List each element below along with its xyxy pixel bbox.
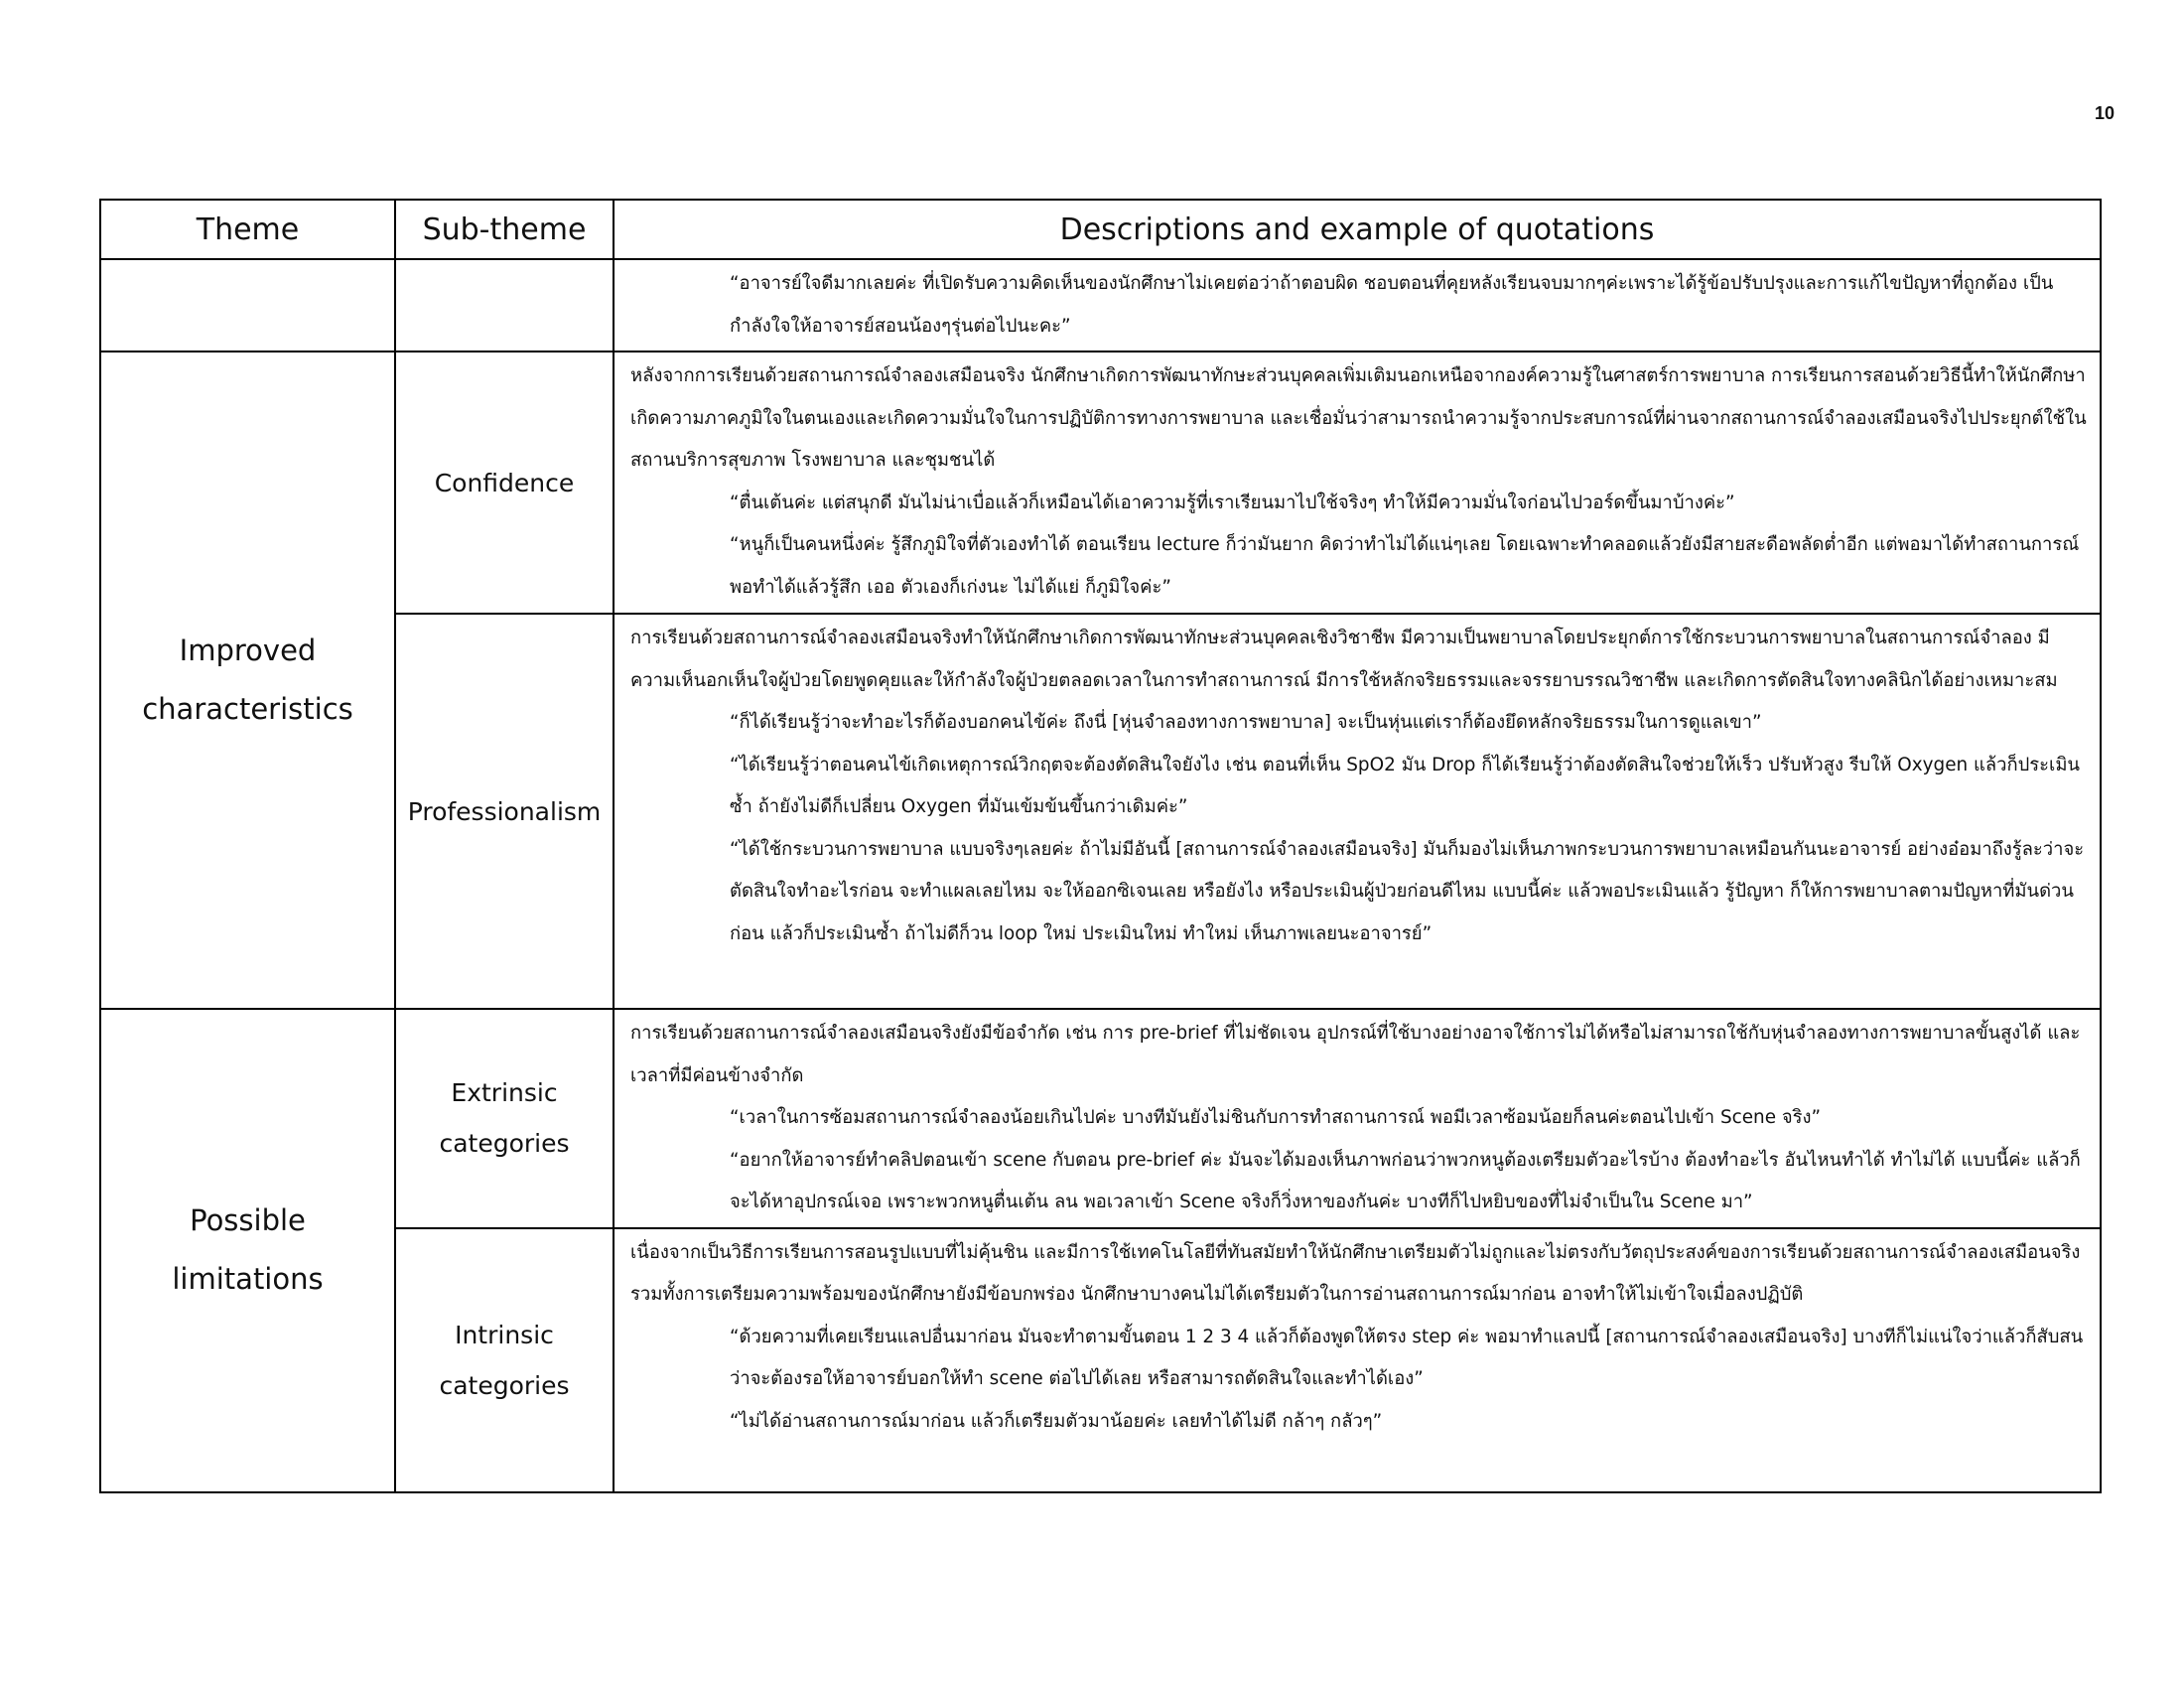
description-cell xyxy=(614,1228,2101,1492)
subtheme-cell-intrinsic xyxy=(395,1228,614,1492)
header-descriptions: Descriptions and example of quotations xyxy=(614,200,2101,259)
theme-label-line: limitations xyxy=(172,1262,324,1297)
description-text: การเรียนด้วยสถานการณ์จำลองเสมือนจริงทำให้นักศึกษาเกิดการพัฒนาทักษะส่วนบุคคลเชิงวิชาชีพ มีความเป็นพยาบาลโดยประยุกต์การใช้กระบวนการพยาบาลในสถานการณ์จำลอง มีความเห็นอกเห็นใจผู้ป่วยโดยพูดคุยและให้กำลังใจผู้ป่วยตลอดเวลาในการทำสถานการณ์ มีการใช้หลักจริยธรรมและจรรยาบรรณวิชาชีพ และเกิดการตัดสินใจทางคลินิกได้อย่างเหมาะสม xyxy=(630,628,2058,691)
subtheme-label: Professionalism xyxy=(407,796,602,826)
subtheme-cell-professionalism xyxy=(395,614,614,1009)
quotation: “ก็ได้เรียนรู้ว่าจะทำอะไรก็ต้องบอกคนไข้ค่ะ ถึงนี่ [หุ่นจำลองทางการพยาบาล] จะเป็นหุ่นแต่เราก็ต้องยึดหลักจริยธรรมในการดูแลเขา” xyxy=(730,712,1762,733)
table-row xyxy=(100,1009,2101,1228)
quotation: “ไม่ได้อ่านสถานการณ์มาก่อน แล้วก็เตรียมตัวมาน้อยค่ะ เลยทำได้ไม่ดี กล้าๆ กลัวๆ” xyxy=(730,1410,1383,1432)
quotation: “ด้วยความที่เคยเรียนแลปอื่นมาก่อน มันจะทำตามขั้นตอน 1 2 3 4 แล้วก็ต้องพูดให้ตรง step ค่ะ พอมาทำแลปนี้ [สถานการณ์จำลองเสมือนจริง] บางทีก็ไม่แน่ใจว่าแล้วก็สับสนว่าจะต้องรอให้อาจารย์บอกให้ทำ scene ต่อไปได้เลย หรือสามารถตัดสินใจและทำได้เอง” xyxy=(730,1326,2084,1389)
header-subtheme: Sub-theme xyxy=(395,200,614,259)
description-text: เนื่องจากเป็นวิธีการเรียนการสอนรูปแบบที่ไม่คุ้นชิน และมีการใช้เทคโนโลยีที่ทันสมัยทำให้นักศึกษาเตรียมตัวไม่ถูกและไม่ตรงกับวัตถุประสงค์ของการเรียนด้วยสถานการณ์จำลองเสมือนจริง รวมทั้งการเตรียมความพร้อมของนักศึกษายังมีข้อบกพร่อง นักศึกษาบางคนไม่ได้เตรียมตัวในการอ่านสถานการณ์มาก่อน อาจทำให้ไม่เข้าใจเมื่อลงปฏิบัติ xyxy=(630,1241,2081,1305)
theme-label-line: Improved xyxy=(179,633,317,667)
subtheme-cell-empty xyxy=(395,259,614,352)
subtheme-label-line: Intrinsic xyxy=(455,1320,554,1349)
description-cell xyxy=(614,614,2101,1009)
description-text: หลังจากการเรียนด้วยสถานการณ์จำลองเสมือนจริง นักศึกษาเกิดการพัฒนาทักษะส่วนบุคคลเพิ่มเติมนอกเหนือจากองค์ความรู้ในศาสตร์การพยาบาล การเรียนการสอนด้วยวิธีนี้ทำให้นักศึกษาเกิดความภาคภูมิใจในตนเองและเกิดความมั่นใจในการปฏิบัติการทางการพยาบาล และเชื่อมั่นว่าสามารถนำความรู้จากประสบการณ์ที่ผ่านจากสถานการณ์จำลองเสมือนจริงไปประยุกต์ใช้ในสถานบริการสุขภาพ โรงพยาบาล และชุมชนได้ xyxy=(630,365,2087,471)
page-number: 10 xyxy=(2094,103,2115,123)
description-cell xyxy=(614,1009,2101,1228)
quotation: “อาจารย์ใจดีมากเลยค่ะ ที่เปิดรับความคิดเห็นของนักศึกษาไม่เคยต่อว่าถ้าตอบผิด ชอบตอนที่คุยหลังเรียนจบมากๆค่ะเพราะได้รู้ข้อปรับปรุงและการแก้ไขปัญหาที่ถูกต้อง เป็นกำลังใจให้อาจารย์สอนน้องๆรุ่นต่อไปนะคะ” xyxy=(730,273,2054,337)
table-row xyxy=(100,614,2101,1009)
themes-table xyxy=(99,199,2102,1493)
subtheme-label-line: categories xyxy=(439,1370,570,1400)
quotation: “เวลาในการซ้อมสถานการณ์จำลองน้อยเกินไปค่ะ บางทีมันยังไม่ชินกับการทำสถานการณ์ พอมีเวลาซ้อมน้อยก็ลนค่ะตอนไปเข้า Scene จริง” xyxy=(730,1107,1822,1128)
quotation: “ได้ใช้กระบวนการพยาบาล แบบจริงๆเลยค่ะ ถ้าไม่มีอันนี้ [สถานการณ์จำลองเสมือนจริง] มันก็มองไม่เห็นภาพกระบวนการพยาบาลเหมือนกันนะอาจารย์ อย่างอ๋อมาถึงรู้ละว่าจะตัดสินใจทำอะไรก่อน จะทำแผลเลยไหม จะให้ออกซิเจนเลย หรือยังไง หรือประเมินผู้ป่วยก่อนดีไหม แบบนี้ค่ะ แล้วพอประเมินแล้ว รู้ปัญหา ก็ให้การพยาบาลตามปัญหาที่มันด่วนก่อน แล้วก็ประเมินซ้ำ ถ้าไม่ดีก็วน loop ใหม่ ประเมินใหม่ ทำใหม่ เห็นภาพเลยนะอาจารย์” xyxy=(730,838,2085,944)
header-row xyxy=(100,200,2101,259)
theme-cell-empty xyxy=(100,259,395,352)
theme-cell-improved-characteristics xyxy=(100,352,395,1009)
description-cell xyxy=(614,352,2101,614)
quotation: “ได้เรียนรู้ว่าตอนคนไข้เกิดเหตุการณ์วิกฤตจะต้องตัดสินใจยังไง เช่น ตอนที่เห็น SpO2 มัน Drop ก็ได้เรียนรู้ว่าต้องตัดสินใจช่วยให้เร็ว ปรับหัวสูง รีบให้ Oxygen แล้วก็ประเมินซ้ำ ถ้ายังไม่ดีก็เปลี่ยน Oxygen ที่มันเข้มข้นขึ้นกว่าเดิมค่ะ” xyxy=(730,754,2081,817)
quotation: “หนูก็เป็นคนหนึ่งค่ะ รู้สึกภูมิใจที่ตัวเองทำได้ ตอนเรียน lecture ก็ว่ามันยาก คิดว่าทำไม่ได้แน่ๆเลย โดยเฉพาะทำคลอดแล้วยังมีสายสะดือพลัดต่ำอีก แต่พอมาได้ทำสถานการณ์ พอทำได้แล้วรู้สึก เออ ตัวเองก็เก่งนะ ไม่ได้แย่ ก็ภูมิใจค่ะ” xyxy=(730,534,2080,598)
subtheme-label-line: Extrinsic xyxy=(451,1078,558,1108)
quotation: “ตื่นเต้นค่ะ แต่สนุกดี มันไม่น่าเบื่อแล้วก็เหมือนได้เอาความรู้ที่เราเรียนมาไปใช้จริงๆ ทำให้มีความมั่นใจก่อนไปวอร์ดขึ้นมาบ้างค่ะ” xyxy=(730,492,1735,513)
table-row xyxy=(100,1228,2101,1492)
description-text: การเรียนด้วยสถานการณ์จำลองเสมือนจริงยังมีข้อจำกัด เช่น การ pre-brief ที่ไม่ชัดเจน อุปกรณ์ที่ใช้บางอย่างอาจใช้การไม่ได้หรือไม่สามารถใช้กับหุ่นจำลองทางการพยาบาลขั้นสูงได้ และเวลาที่มีค่อนข้างจำกัด xyxy=(630,1023,2081,1086)
theme-label-line: characteristics xyxy=(142,692,353,726)
description-cell xyxy=(614,259,2101,352)
quotation: “อยากให้อาจารย์ทำคลิปตอนเข้า scene กับตอน pre-brief ค่ะ มันจะได้มองเห็นภาพก่อนว่าพวกหนูต้องเตรียมตัวอะไรบ้าง ต้องทำอะไร อันไหนทำได้ ทำไม่ได้ แบบนี้ค่ะ แล้วก็จะได้หาอุปกรณ์เจอ เพราะพวกหนูตื่นเต้น ลน พอเวลาเข้า Scene จริงก็วิ่งหาของกันค่ะ บางทีก็ไปหยิบของที่ไม่จำเป็นใน Scene มา” xyxy=(730,1149,2081,1212)
table-row xyxy=(100,259,2101,352)
theme-cell-possible-limitations xyxy=(100,1009,395,1492)
table-row xyxy=(100,352,2101,614)
header-theme: Theme xyxy=(100,200,395,259)
subtheme-label-line: categories xyxy=(439,1129,570,1159)
subtheme-label: Confidence xyxy=(434,468,575,497)
subtheme-cell-confidence xyxy=(395,352,614,614)
subtheme-cell-extrinsic xyxy=(395,1009,614,1228)
theme-label-line: Possible xyxy=(190,1203,306,1238)
